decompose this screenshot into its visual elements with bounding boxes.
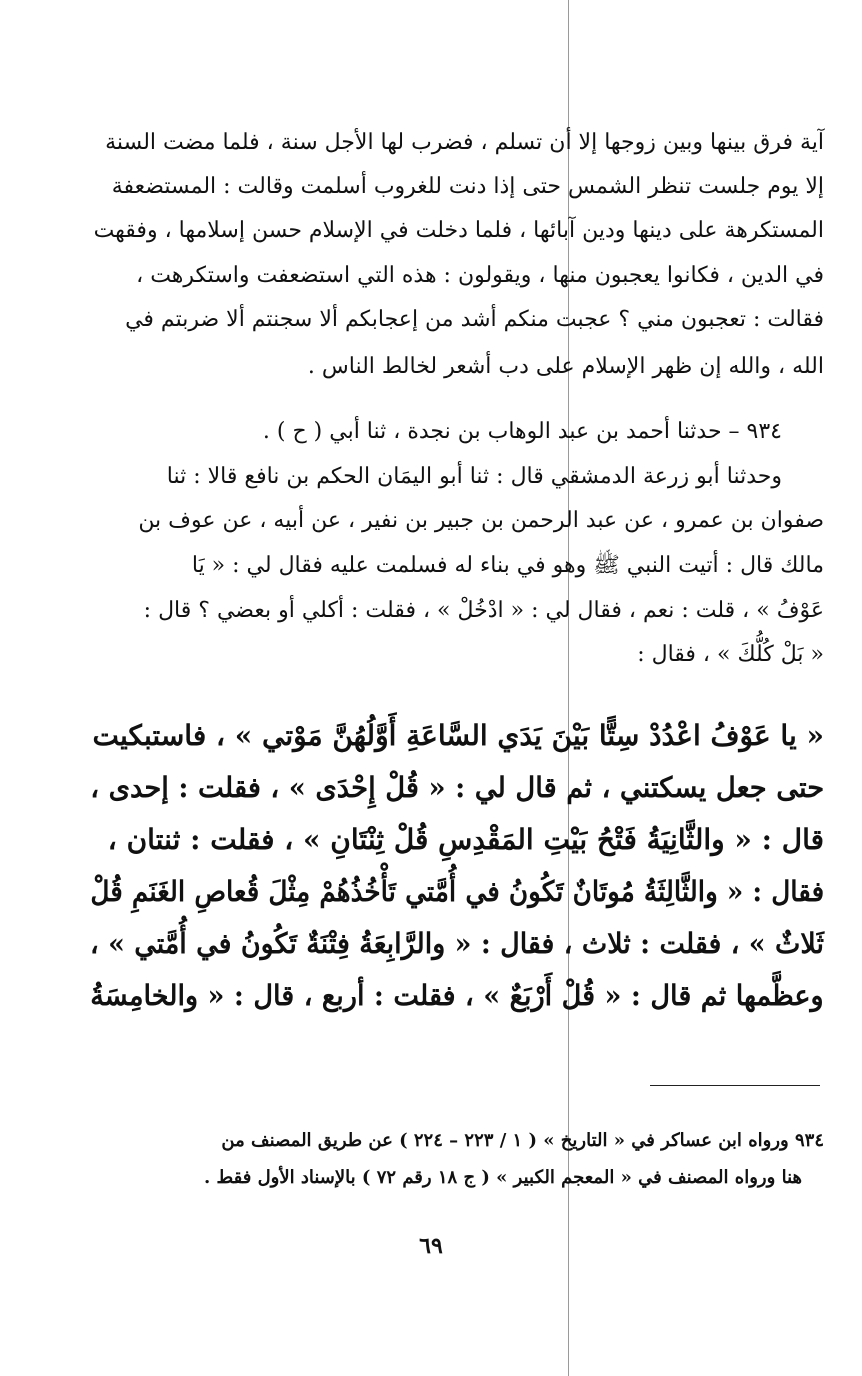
paragraph-line: في الدين ، فكانوا يعجبون منها ، ويقولون : هذه التي استضعفت واستكرهت ، xyxy=(136,263,824,288)
hadith-number-line: ٩٣٤ – حدثنا أحمد بن عبد الوهاب بن نجدة ، ثنا أبي ( ح ) . xyxy=(262,419,782,444)
page-number: ٦٩ xyxy=(419,1233,443,1259)
hadith-text-line: فقال : « والثَّالِثَةُ مُوتَانٌ تَكُونُ في أُمَّتي تَأْخُذُهُمْ مِثْلَ قُعاصِ الغَنَمِ قُلْ xyxy=(90,875,824,908)
isnad-line: صفوان بن عمرو ، عن عبد الرحمن بن جبير بن نفير ، عن أبيه ، عن عوف بن xyxy=(138,508,824,533)
isnad-line: عَوْفُ » ، قلت : نعم ، فقال لي : « ادْخُلْ » ، فقلت : أكلي أو بعضي ؟ قال : xyxy=(143,598,824,623)
hadith-text-line: حتى جعل يسكتني ، ثم قال لي : « قُلْ إِحْدَى » ، فقلت : إحدى ، xyxy=(90,771,824,804)
hadith-text-line: ثَلاثٌ » ، فقلت : ثلاث ، فقال : « والرَّابِعَةُ فِتْنَةٌ تَكُونُ في أُمَّتي » ، xyxy=(90,927,824,960)
footnote-line: ٩٣٤ ورواه ابن عساكر في « التاريخ » ( ١ / ٢٢٣ – ٢٢٤ ) عن طريق المصنف من xyxy=(221,1130,824,1151)
paragraph-line: المستكرهة على دينها ودين آبائها ، فلما دخلت في الإسلام حسن إسلامها ، وفقهت xyxy=(93,218,824,243)
isnad-line: مالك قال : أتيت النبي ﷺ وهو في بناء له فسلمت عليه فقال لي : « يَا xyxy=(191,553,824,578)
paragraph-line: الله ، والله إن ظهر الإسلام على دب أشعر لخالط الناس . xyxy=(307,354,824,379)
paragraph-line: فقالت : تعجبون مني ؟ عجبت منكم أشد من إعجابكم ألا سجنتم ألا ضربتم في xyxy=(125,307,824,332)
hadith-text-line: « يا عَوْفُ اعْدُدْ سِتًّا بَيْنَ يَدَي السَّاعَةِ أَوَّلُهُنَّ مَوْتي » ، فاستبكيت xyxy=(92,719,824,752)
paragraph-line: إلا يوم جلست تنظر الشمس حتى إذا دنت للغروب أسلمت وقالت : المستضعفة xyxy=(111,174,824,199)
isnad-line: وحدثنا أبو زرعة الدمشقي قال : ثنا أبو اليمَان الحكم بن نافع قالا : ثنا xyxy=(166,464,782,489)
hadith-text-line: قال : « والثَّانِيَةُ فَتْحُ بَيْتِ المَقْدِسِ قُلْ ثِنْتَانِ » ، فقلت : ثنتان ، xyxy=(107,823,824,856)
footnote-line: هنا ورواه المصنف في « المعجم الكبير » ( ج ١٨ رقم ٧٢ ) بالإسناد الأول فقط . xyxy=(203,1167,802,1188)
isnad-line: « بَلْ كُلُّكَ » ، فقال : xyxy=(637,642,824,667)
paragraph-line: آية فرق بينها وبين زوجها إلا أن تسلم ، فضرب لها الأجل سنة ، فلما مضت السنة xyxy=(105,130,824,155)
footnote-divider xyxy=(650,1085,820,1086)
hadith-text-line: وعظَّمها ثم قال : « قُلْ أَرْبَعٌ » ، فقلت : أربع ، قال : « والخامِسَةُ xyxy=(90,979,824,1012)
